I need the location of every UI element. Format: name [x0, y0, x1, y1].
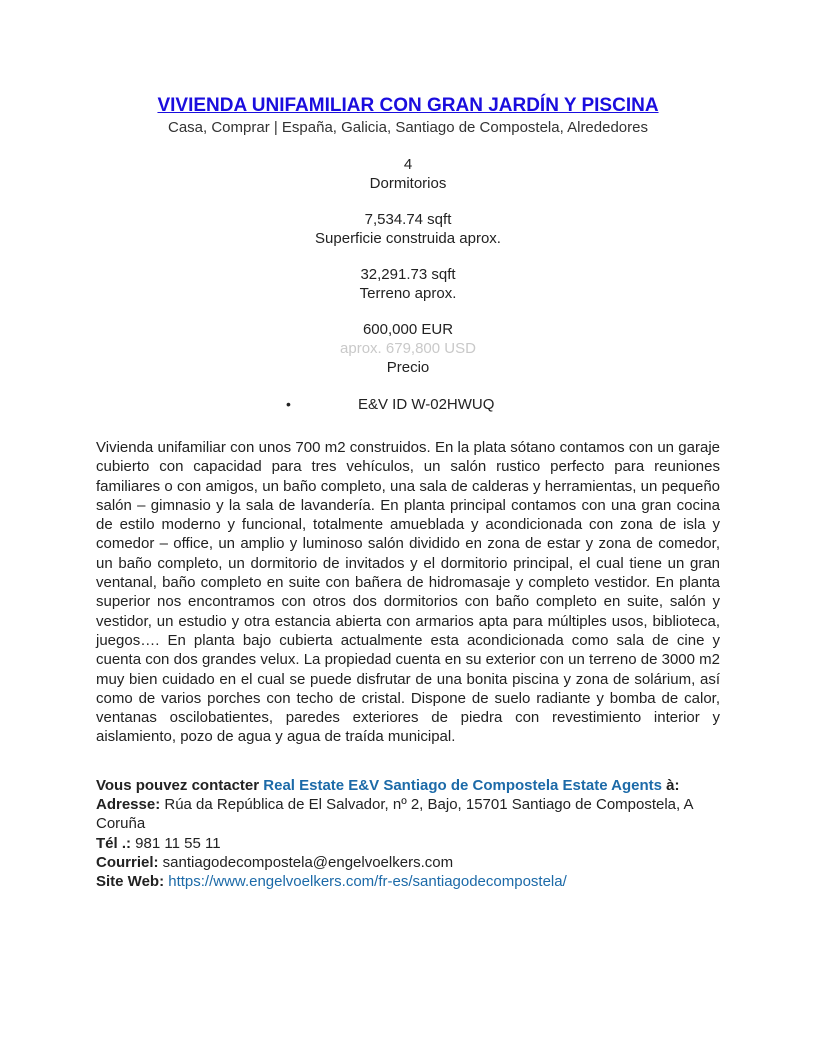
listing-id-row: [96, 395, 720, 414]
land-area-value: 32,291.73 sqft: [360, 266, 456, 283]
built-area-label: Superficie construida aprox.: [315, 230, 501, 247]
phone-line: [96, 834, 720, 853]
document-page: [96, 94, 720, 892]
price-value: 600,000 EUR: [362, 321, 454, 338]
web-label: Site Web:: [96, 873, 165, 891]
listing-id: E&V ID W-02HWUQ: [358, 396, 495, 413]
address-line: [96, 795, 720, 834]
email-line: [96, 853, 720, 872]
contact-intro: Vous pouvez contacter: [96, 776, 264, 794]
bullet-icon: •: [286, 396, 291, 412]
email-label: Courriel:: [96, 853, 159, 871]
land-area-label: Terreno aprox.: [359, 285, 457, 302]
phone-value: 981 11 55 11: [131, 834, 221, 852]
email-value: santiagodecompostela@engelvoelkers.com: [158, 853, 454, 871]
contact-intro-line: [96, 776, 720, 795]
agency-link[interactable]: Real Estate E&V Santiago de Compostela Estate Agents: [263, 776, 662, 794]
listing-description: Vivienda unifamiliar con unos 700 m2 construidos. En la plata sótano contamos con un garaje cubierto con capacidad para tres vehículos, un salón rustico perfecto para reuniones familiares o con amigos, un baño completo, una sala de calderas y herramientas, un pequeño salón – gimnasio y la sala de lavandería. En planta principal contamos con una gran cocina de estilo moderno y funcional, totalmente amueblada y acondicionada con zona de isla y comedor – office, un amplio y luminoso salón dividido en zona de estar y zona de comedor, un baño completo, un dormitorio de invitados y el dormitorio principal, el cual tiene un gran ventanal, baño completo en suite con bañera de hidromasaje y completo vestidor. En planta superior nos encontramos con otros dos dormitorios con baño completo en suite, salón y vestidor, un estudio y otra estancia abierta con armarios apta para múltiples usos, biblioteca, juegos…. En planta bajo cubierta actualmente esta acondicionada como sala de cine y cuenta con dos grandes velux. La propiedad cuenta en su exterior con un terreno de 3000 m2 muy bien cuidado en el cual se puede disfrutar de una bonita piscina y zona de solárium, así como de varios porches con techo de cristal. Dispone de suelo radiante y bomba de calor, ventanas oscilobatientes, paredes exteriores de piedra con revestimiento interior y aislamiento, pozo de agua y agua de traída municipal.: [96, 439, 720, 746]
web-line: [96, 872, 720, 891]
built-area-value: 7,534.74 sqft: [364, 211, 452, 228]
address-label: Adresse:: [96, 796, 161, 814]
phone-label: Tél .:: [96, 834, 132, 852]
listing-title-link[interactable]: VIVIENDA UNIFAMILIAR CON GRAN JARDÍN Y PISCINA: [157, 95, 659, 116]
bedrooms-value: 4: [403, 156, 413, 173]
listing-title: [96, 94, 720, 118]
contact-block: [96, 776, 720, 892]
contact-intro-end: à:: [661, 776, 680, 794]
price-label: Precio: [386, 359, 430, 376]
price-approx: aprox. 679,800 USD: [340, 340, 476, 357]
website-link[interactable]: https://www.engelvoelkers.com/fr-es/santiagodecompostela/: [168, 873, 567, 891]
address-value: Rúa da República de El Salvador, nº 2, Bajo, 15701 Santiago de Compostela, A Coruña: [96, 796, 693, 833]
listing-subtitle: Casa, Comprar | España, Galicia, Santiago de Compostela, Alrededores: [168, 119, 648, 136]
bedrooms-label: Dormitorios: [369, 175, 447, 192]
